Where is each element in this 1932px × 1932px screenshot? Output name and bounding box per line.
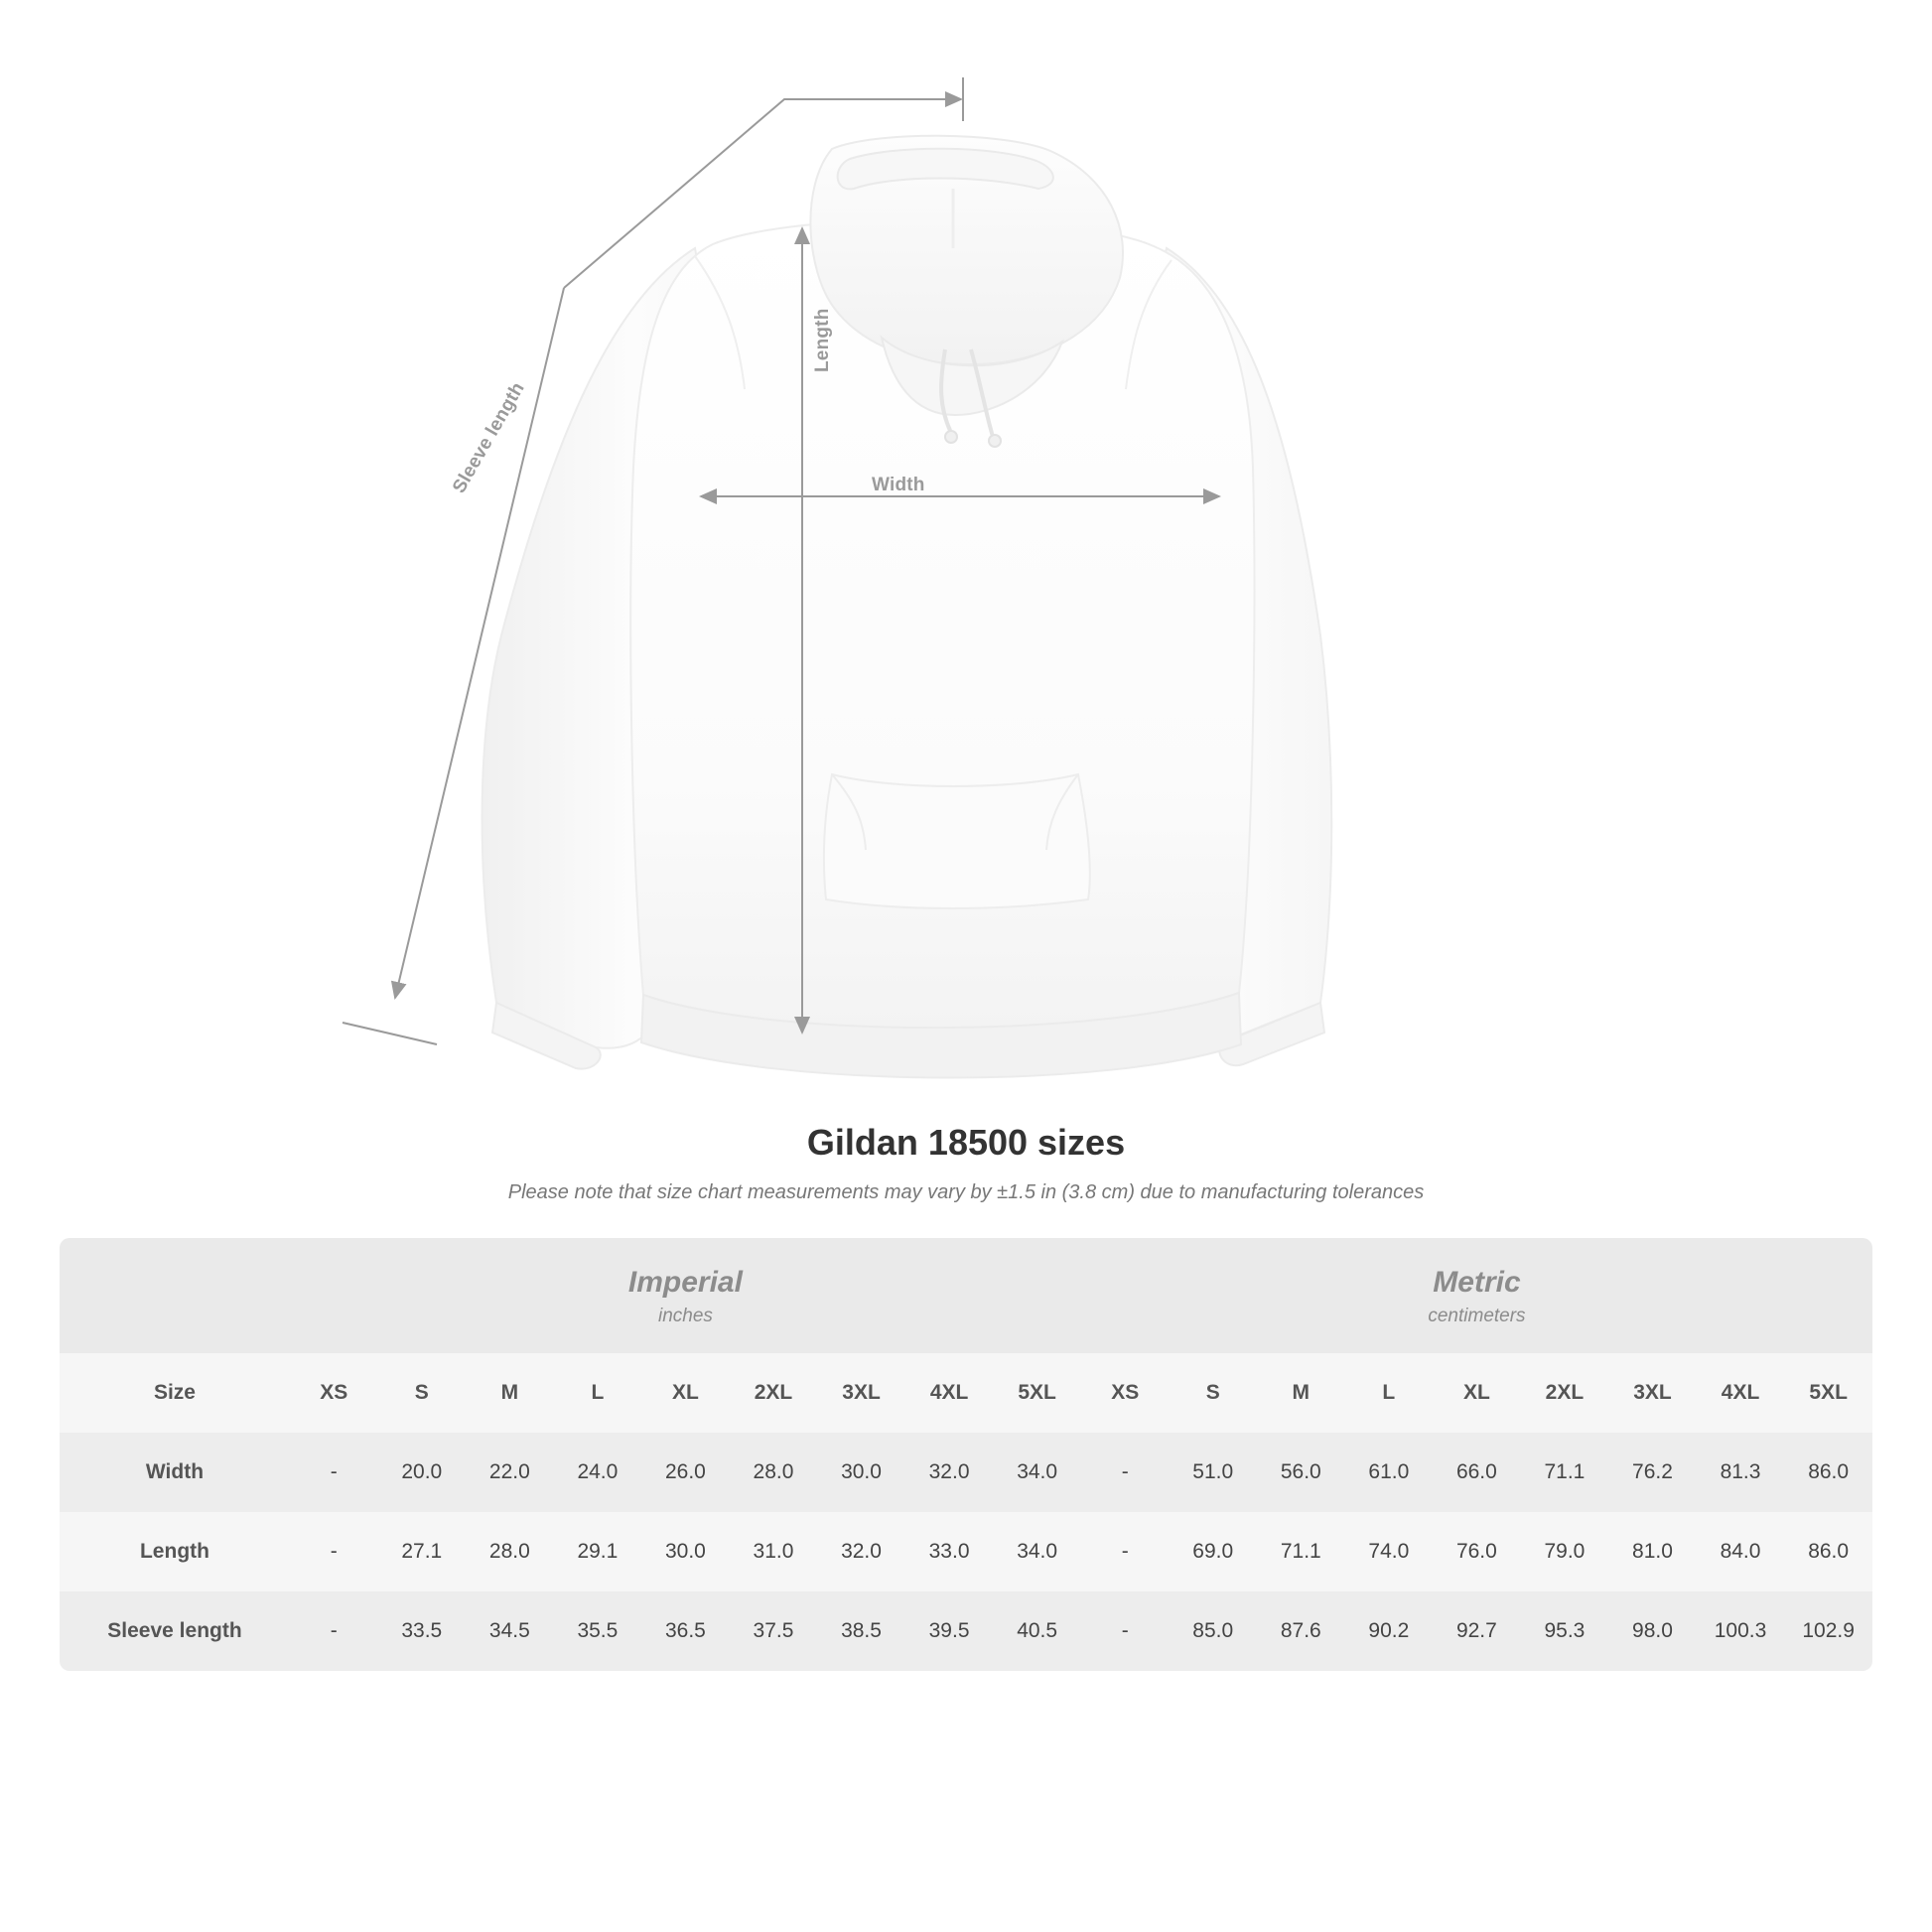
cell-length-metric-5xl: 86.0 xyxy=(1784,1512,1872,1591)
cell-length-imperial-4xl: 33.0 xyxy=(905,1512,994,1591)
width-label: Width xyxy=(872,475,925,495)
cell-sleeve-imperial-xs: - xyxy=(290,1591,378,1671)
cell-width-metric-3xl: 76.2 xyxy=(1608,1433,1697,1512)
col-header-metric-2xl: 2XL xyxy=(1521,1353,1609,1433)
cell-sleeve-imperial-4xl: 39.5 xyxy=(905,1591,994,1671)
sleeve-length-label: Sleeve length xyxy=(449,378,529,497)
cell-length-metric-3xl: 81.0 xyxy=(1608,1512,1697,1591)
cell-width-metric-m: 56.0 xyxy=(1257,1433,1345,1512)
cell-sleeve-imperial-l: 35.5 xyxy=(554,1591,642,1671)
cell-length-imperial-m: 28.0 xyxy=(466,1512,554,1591)
imperial-group-header xyxy=(290,1238,1081,1353)
col-header-metric-l: L xyxy=(1345,1353,1434,1433)
col-header-imperial-5xl: 5XL xyxy=(993,1353,1081,1433)
cell-sleeve-metric-3xl: 98.0 xyxy=(1608,1591,1697,1671)
length-label: Length xyxy=(812,308,833,372)
col-header-metric-m: M xyxy=(1257,1353,1345,1433)
cell-length-metric-4xl: 84.0 xyxy=(1697,1512,1785,1591)
cell-length-imperial-l: 29.1 xyxy=(554,1512,642,1591)
cell-length-metric-2xl: 79.0 xyxy=(1521,1512,1609,1591)
size-table xyxy=(60,1238,1872,1671)
cell-length-metric-xs: - xyxy=(1081,1512,1170,1591)
cell-sleeve-metric-xl: 92.7 xyxy=(1433,1591,1521,1671)
col-header-metric-4xl: 4XL xyxy=(1697,1353,1785,1433)
cell-width-imperial-5xl: 34.0 xyxy=(993,1433,1081,1512)
cell-width-imperial-s: 20.0 xyxy=(378,1433,467,1512)
chart-subtitle: Please note that size chart measurements may vary by ±1.5 in (3.8 cm) due to manufacturing tolerances xyxy=(507,1181,1425,1203)
cell-width-imperial-m: 22.0 xyxy=(466,1433,554,1512)
col-header-metric-xs: XS xyxy=(1081,1353,1170,1433)
cell-length-imperial-xs: - xyxy=(290,1512,378,1591)
cell-width-metric-2xl: 71.1 xyxy=(1521,1433,1609,1512)
size-header-row xyxy=(60,1353,1872,1433)
cell-length-imperial-3xl: 32.0 xyxy=(817,1512,905,1591)
cell-width-metric-xl: 66.0 xyxy=(1433,1433,1521,1512)
col-header-imperial-l: L xyxy=(554,1353,642,1433)
table-row-length xyxy=(60,1512,1872,1591)
metric-subtitle: centimeters xyxy=(1428,1305,1526,1326)
col-header-imperial-4xl: 4XL xyxy=(905,1353,994,1433)
cell-width-metric-l: 61.0 xyxy=(1345,1433,1434,1512)
cell-width-metric-s: 51.0 xyxy=(1169,1433,1257,1512)
col-header-imperial-2xl: 2XL xyxy=(730,1353,818,1433)
size-header-cell: Size xyxy=(60,1353,290,1433)
cell-length-metric-m: 71.1 xyxy=(1257,1512,1345,1591)
row-label-sleeve-length: Sleeve length xyxy=(60,1591,290,1671)
cell-length-metric-s: 69.0 xyxy=(1169,1512,1257,1591)
table-row-sleeve-length xyxy=(60,1591,1872,1671)
row-label-length: Length xyxy=(60,1512,290,1591)
metric-group-header xyxy=(1081,1238,1872,1353)
cell-length-imperial-5xl: 34.0 xyxy=(993,1512,1081,1591)
cell-length-metric-xl: 76.0 xyxy=(1433,1512,1521,1591)
cell-sleeve-imperial-2xl: 37.5 xyxy=(730,1591,818,1671)
cell-length-imperial-s: 27.1 xyxy=(378,1512,467,1591)
cell-sleeve-imperial-s: 33.5 xyxy=(378,1591,467,1671)
cell-sleeve-metric-5xl: 102.9 xyxy=(1784,1591,1872,1671)
cell-sleeve-metric-s: 85.0 xyxy=(1169,1591,1257,1671)
cell-sleeve-imperial-m: 34.5 xyxy=(466,1591,554,1671)
unit-header-row xyxy=(60,1238,1872,1353)
col-header-imperial-xl: XL xyxy=(641,1353,730,1433)
cell-sleeve-metric-l: 90.2 xyxy=(1345,1591,1434,1671)
chart-title: Gildan 18500 sizes xyxy=(806,1122,1126,1163)
cell-width-imperial-xl: 26.0 xyxy=(641,1433,730,1512)
cell-width-imperial-2xl: 28.0 xyxy=(730,1433,818,1512)
cell-width-imperial-3xl: 30.0 xyxy=(817,1433,905,1512)
row-label-width: Width xyxy=(60,1433,290,1512)
table-row-width xyxy=(60,1433,1872,1512)
col-header-metric-5xl: 5XL xyxy=(1784,1353,1872,1433)
metric-title: Metric xyxy=(1433,1266,1521,1299)
col-header-imperial-m: M xyxy=(466,1353,554,1433)
col-header-imperial-s: S xyxy=(378,1353,467,1433)
cell-width-imperial-4xl: 32.0 xyxy=(905,1433,994,1512)
cell-length-imperial-2xl: 31.0 xyxy=(730,1512,818,1591)
cell-sleeve-imperial-xl: 36.5 xyxy=(641,1591,730,1671)
cell-width-imperial-xs: - xyxy=(290,1433,378,1512)
cell-width-imperial-l: 24.0 xyxy=(554,1433,642,1512)
cell-sleeve-imperial-5xl: 40.5 xyxy=(993,1591,1081,1671)
cell-sleeve-imperial-3xl: 38.5 xyxy=(817,1591,905,1671)
cell-length-imperial-xl: 30.0 xyxy=(641,1512,730,1591)
imperial-subtitle: inches xyxy=(657,1305,713,1326)
col-header-metric-3xl: 3XL xyxy=(1608,1353,1697,1433)
size-table-wrapper xyxy=(60,1238,1872,1671)
col-header-metric-s: S xyxy=(1169,1353,1257,1433)
cell-sleeve-metric-4xl: 100.3 xyxy=(1697,1591,1785,1671)
cell-length-metric-l: 74.0 xyxy=(1345,1512,1434,1591)
col-header-imperial-xs: XS xyxy=(290,1353,378,1433)
unit-header-spacer xyxy=(60,1238,290,1353)
cell-sleeve-metric-2xl: 95.3 xyxy=(1521,1591,1609,1671)
col-header-imperial-3xl: 3XL xyxy=(817,1353,905,1433)
cell-sleeve-metric-xs: - xyxy=(1081,1591,1170,1671)
cell-width-metric-4xl: 81.3 xyxy=(1697,1433,1785,1512)
cell-width-metric-5xl: 86.0 xyxy=(1784,1433,1872,1512)
cell-width-metric-xs: - xyxy=(1081,1433,1170,1512)
col-header-metric-xl: XL xyxy=(1433,1353,1521,1433)
imperial-title: Imperial xyxy=(627,1266,743,1299)
cell-sleeve-metric-m: 87.6 xyxy=(1257,1591,1345,1671)
